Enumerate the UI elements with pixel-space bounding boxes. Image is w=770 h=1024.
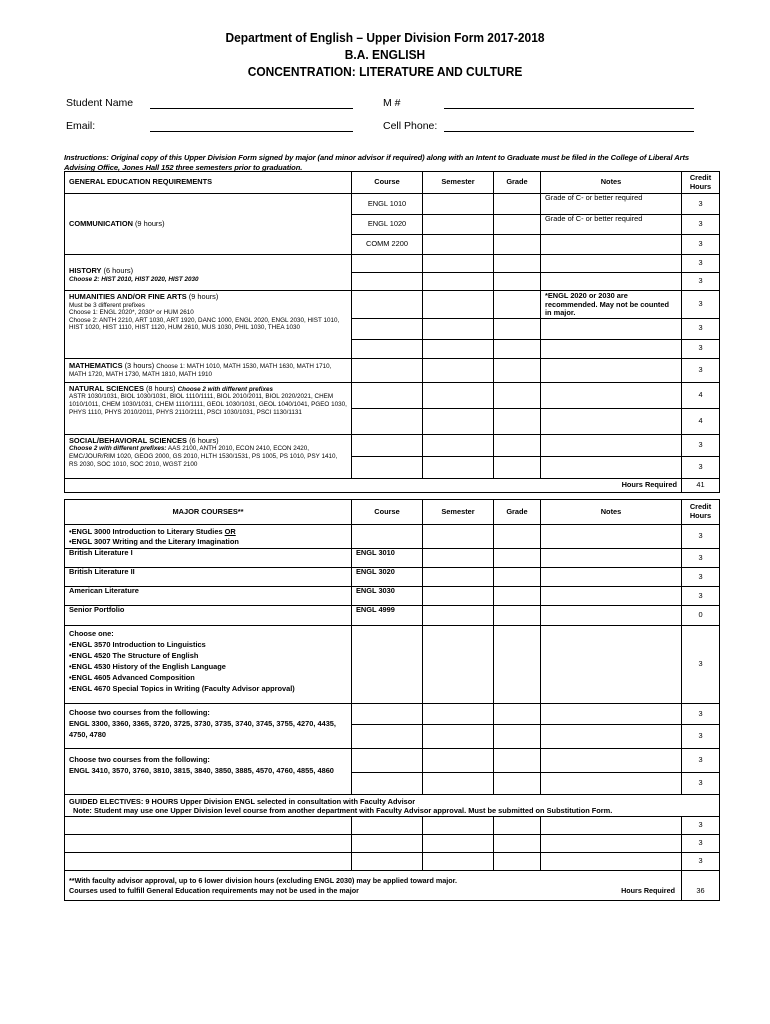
- intro-line2: •ENGL 3007 Writing and the Literary Imagination: [69, 536, 239, 546]
- grade-input[interactable]: [494, 408, 541, 434]
- notes-cell: [541, 456, 682, 478]
- notes-cell: [541, 704, 682, 725]
- credit-cell: 3: [682, 725, 720, 749]
- history-cell: [65, 255, 352, 291]
- course-cell: ENGL 1010: [352, 194, 423, 215]
- semester-input[interactable]: [423, 434, 494, 456]
- natural-sciences-label: NATURAL SCIENCES: [69, 383, 144, 393]
- natural-sciences-hours: (8 hours): [145, 383, 176, 393]
- course-input[interactable]: [352, 255, 423, 273]
- course-input[interactable]: [352, 773, 423, 795]
- grade-input[interactable]: [494, 817, 541, 835]
- course-input[interactable]: [352, 358, 423, 382]
- credit-cell: 3: [682, 235, 720, 255]
- grade-input[interactable]: [494, 235, 541, 255]
- gen-ed-header-grade: Grade: [494, 172, 541, 194]
- choose-two-a-title: Choose two courses from the following:: [69, 708, 210, 717]
- credit-cell: 3: [682, 568, 720, 587]
- semester-input[interactable]: [423, 606, 494, 626]
- course-input[interactable]: [352, 382, 423, 408]
- grade-input[interactable]: [494, 704, 541, 725]
- table-row: [65, 194, 720, 215]
- grade-input[interactable]: [494, 273, 541, 291]
- grade-input[interactable]: [494, 587, 541, 606]
- semester-input[interactable]: [423, 568, 494, 587]
- gen-ed-total-row: [65, 478, 720, 492]
- credit-cell: 3: [682, 835, 720, 853]
- notes-cell: [541, 434, 682, 456]
- credit-cell: 3: [682, 194, 720, 215]
- social-sciences-cell: [65, 434, 352, 478]
- natural-sciences-cell: [65, 382, 352, 434]
- course-cell: COMM 2200: [352, 235, 423, 255]
- choose-two-a-detail: ENGL 3300, 3360, 3365, 3720, 3725, 3730, 3735, 3740, 3745, 3755, 4270, 4435, 4750, 4780: [69, 719, 336, 739]
- table-row: [65, 626, 720, 704]
- choose-one-item: •ENGL 4520 The Structure of English: [69, 651, 199, 660]
- grade-input[interactable]: [494, 194, 541, 215]
- communication-hours: (9 hours): [134, 218, 165, 228]
- semester-input[interactable]: [423, 318, 494, 339]
- major-header-notes: Notes: [541, 500, 682, 525]
- semester-input[interactable]: [423, 358, 494, 382]
- notes-cell: [541, 358, 682, 382]
- credit-cell: 3: [682, 549, 720, 568]
- notes-cell: [541, 568, 682, 587]
- semester-input[interactable]: [423, 549, 494, 568]
- course-input[interactable]: [352, 291, 423, 319]
- social-sciences-detail: AAS 2100, ANTH 2010, ECON 2410, ECON 2420, EMC/JOUR/RIM 1020, GEOG 2000, GS 2010, HLTH 1530/1531, PS 1005, PS 1010, PSY 1410, RS 2030, SOC 1010, SOC 2010, WGST 2100: [69, 445, 338, 468]
- semester-input[interactable]: [423, 835, 494, 853]
- major-footer-cell: [65, 871, 682, 901]
- elective-name-input[interactable]: [65, 853, 352, 871]
- table-row: [65, 606, 720, 626]
- notes-cell: [541, 273, 682, 291]
- grade-input[interactable]: [494, 525, 541, 549]
- course-input[interactable]: [352, 408, 423, 434]
- m-number-field[interactable]: [444, 108, 694, 109]
- credit-cell: 3: [682, 853, 720, 871]
- gen-ed-table: [64, 171, 720, 493]
- intro-or: OR: [224, 526, 236, 536]
- elective-name-input[interactable]: [65, 835, 352, 853]
- humanities-label: HUMANITIES AND/OR FINE ARTS: [69, 292, 187, 301]
- credit-cell: 3: [682, 273, 720, 291]
- major-footer-line1: **With faculty advisor approval, up to 6 lower division hours (excluding ENGL 2030) may be applied toward major.: [69, 875, 458, 885]
- semester-input[interactable]: [423, 817, 494, 835]
- major-course-name: British Literature I: [65, 549, 352, 568]
- table-row: [65, 853, 720, 871]
- semester-input[interactable]: [423, 215, 494, 235]
- credit-cell: 3: [682, 773, 720, 795]
- humanities-line2: Choose 1: ENGL 2020*, 2030* or HUM 2610: [69, 309, 194, 317]
- course-cell: ENGL 3020: [352, 568, 423, 587]
- course-input[interactable]: [352, 273, 423, 291]
- major-header-semester: Semester: [423, 500, 494, 525]
- credit-cell: 4: [682, 408, 720, 434]
- notes-cell: [541, 382, 682, 408]
- notes-cell: [541, 587, 682, 606]
- course-input[interactable]: [352, 835, 423, 853]
- credit-cell: 3: [682, 434, 720, 456]
- course-cell: ENGL 3030: [352, 587, 423, 606]
- credit-cell: 3: [682, 358, 720, 382]
- major-header-course: Course: [352, 500, 423, 525]
- credit-cell: 3: [682, 456, 720, 478]
- humanities-cell: [65, 291, 352, 359]
- table-row: [65, 525, 720, 549]
- notes-cell: [541, 339, 682, 358]
- student-name-label: Student Name: [66, 97, 134, 109]
- major-header-grade: Grade: [494, 500, 541, 525]
- guided-electives-cell: [65, 795, 720, 817]
- math-detail: Choose 1: MATH 1010, MATH 1530, MATH 1630, MATH 1710, MATH 1720, MATH 1730, MATH 1810, MATH 1910: [69, 362, 332, 379]
- choose-one-item: •ENGL 4605 Advanced Composition: [69, 673, 195, 682]
- guided-electives-row: [65, 795, 720, 817]
- email-field[interactable]: [150, 131, 353, 132]
- credit-cell: 3: [682, 525, 720, 549]
- gen-ed-header-requirement: GENERAL EDUCATION REQUIREMENTS: [65, 172, 352, 194]
- gen-ed-header-course: Course: [352, 172, 423, 194]
- notes-cell: [541, 835, 682, 853]
- gen-ed-header-row: [65, 172, 720, 194]
- course-input[interactable]: [352, 853, 423, 871]
- grade-input[interactable]: [494, 853, 541, 871]
- semester-input[interactable]: [423, 525, 494, 549]
- course-input[interactable]: [352, 704, 423, 725]
- gen-ed-hours-required-label: Hours Required: [65, 478, 682, 492]
- course-input[interactable]: [352, 434, 423, 456]
- credit-cell: 3: [682, 817, 720, 835]
- table-row: [65, 255, 720, 273]
- choose-one-item: •ENGL 4670 Special Topics in Writing (Faculty Advisor approval): [69, 684, 295, 693]
- grade-input[interactable]: [494, 434, 541, 456]
- notes-cell: Grade of C- or better required: [541, 194, 682, 215]
- notes-cell: [541, 606, 682, 626]
- credit-cell: 3: [682, 318, 720, 339]
- major-header-credit: Credit Hours: [682, 500, 720, 525]
- form-title: Department of English – Upper Division Form 2017-2018: [225, 30, 545, 45]
- semester-input[interactable]: [423, 725, 494, 749]
- table-row: [65, 568, 720, 587]
- math-hours: (3 hours): [124, 360, 155, 370]
- semester-input[interactable]: [423, 273, 494, 291]
- humanities-line1: Must be 3 different prefixes: [69, 301, 145, 309]
- major-footer-line2: Courses used to fulfill General Education requirements may not be used in the major: [69, 885, 359, 895]
- math-cell: [65, 358, 352, 382]
- course-input[interactable]: [352, 817, 423, 835]
- elective-name-input[interactable]: [65, 817, 352, 835]
- notes-cell: [541, 549, 682, 568]
- semester-input[interactable]: [423, 235, 494, 255]
- gen-ed-header-notes: Notes: [541, 172, 682, 194]
- table-row: [65, 382, 720, 408]
- grade-input[interactable]: [494, 339, 541, 358]
- semester-input[interactable]: [423, 587, 494, 606]
- social-sciences-label: SOCIAL/BEHAVIORAL SCIENCES: [69, 435, 187, 445]
- cell-phone-label: Cell Phone:: [383, 120, 438, 132]
- semester-input[interactable]: [423, 255, 494, 273]
- guided-electives-line1: GUIDED ELECTIVES: 9 HOURS Upper Division ENGL selected in consultation with Faculty Advisor: [69, 796, 416, 806]
- semester-input[interactable]: [423, 339, 494, 358]
- choose-two-b-cell: [65, 749, 352, 795]
- grade-input[interactable]: [494, 358, 541, 382]
- grade-input[interactable]: [494, 568, 541, 587]
- grade-input[interactable]: [494, 606, 541, 626]
- credit-cell: 0: [682, 606, 720, 626]
- guided-electives-line2: Note: Student may use one Upper Division level course from another department with Faculty Advisor approval. Must be submitted on Substitution Form.: [73, 805, 613, 815]
- course-input[interactable]: [352, 525, 423, 549]
- credit-cell: 4: [682, 382, 720, 408]
- credit-cell: 3: [682, 255, 720, 273]
- credit-cell: 3: [682, 339, 720, 358]
- semester-input[interactable]: [423, 291, 494, 319]
- major-course-name: Senior Portfolio: [65, 606, 352, 626]
- table-row: [65, 358, 720, 382]
- course-cell: ENGL 3010: [352, 549, 423, 568]
- notes-cell: [541, 626, 682, 704]
- grade-input[interactable]: [494, 255, 541, 273]
- notes-cell: [541, 525, 682, 549]
- major-table: [64, 499, 720, 901]
- humanities-line3: Choose 2: ANTH 2210, ART 1030, ART 1920, DANC 1000, ENGL 2020, ENGL 2030, HIST 1010, HIST 1020, HIST 1110, HIST 1120, HUM 2610, MUS 1030, PHIL 1030, THEA 1030: [69, 316, 340, 332]
- semester-input[interactable]: [423, 194, 494, 215]
- notes-cell: [541, 817, 682, 835]
- grade-input[interactable]: [494, 749, 541, 773]
- credit-cell: 3: [682, 587, 720, 606]
- semester-input[interactable]: [423, 626, 494, 704]
- natural-sciences-detail: ASTR 1030/1031, BIOL 1030/1031, BIOL 1110/1111, BIOL 2010/2011, BIOL 2020/2021, CHEM 1010/1011, CHEM 1030/1031, CHEM 1110/1111, GEOL 1030/1031, GEOL 1040/1041, PGEO 1030, PHYS 1110, PHYS 2010/2011, PHYS 2110/2111, PSCI 1030/1031, PSCI 1130/1131: [69, 393, 347, 416]
- major-hours-required-value: 36: [682, 871, 720, 901]
- history-hours: (6 hours): [103, 266, 134, 276]
- semester-input[interactable]: [423, 704, 494, 725]
- intro-line1: •ENGL 3000 Introduction to Literary Studies: [69, 526, 225, 536]
- notes-cell: [541, 235, 682, 255]
- choose-one-item: •ENGL 3570 Introduction to Linguistics: [69, 640, 206, 649]
- grade-input[interactable]: [494, 626, 541, 704]
- email-label: Email:: [66, 120, 96, 132]
- major-hours-required-label: Hours Required: [621, 886, 675, 895]
- table-row: [65, 291, 720, 319]
- grade-input[interactable]: [494, 549, 541, 568]
- semester-input[interactable]: [423, 749, 494, 773]
- credit-cell: 3: [682, 626, 720, 704]
- major-header-row: [65, 500, 720, 525]
- table-row: [65, 549, 720, 568]
- table-row: [65, 749, 720, 773]
- concentration-title: CONCENTRATION: LITERATURE AND CULTURE: [247, 64, 523, 79]
- semester-input[interactable]: [423, 382, 494, 408]
- credit-cell: 3: [682, 215, 720, 235]
- table-row: [65, 434, 720, 456]
- m-number-label: M #: [383, 97, 401, 109]
- grade-input[interactable]: [494, 215, 541, 235]
- notes-cell: [541, 408, 682, 434]
- credit-cell: 3: [682, 291, 720, 319]
- credit-cell: 3: [682, 704, 720, 725]
- choose-two-b-title: Choose two courses from the following:: [69, 755, 210, 764]
- history-detail: Choose 2: HIST 2010, HIST 2020, HIST 2030: [69, 276, 199, 283]
- humanities-hours: (9 hours): [188, 292, 219, 301]
- communication-cell: [65, 194, 352, 255]
- semester-input[interactable]: [423, 773, 494, 795]
- course-input[interactable]: [352, 318, 423, 339]
- intro-course-cell: [65, 525, 352, 549]
- major-total-row: [65, 871, 720, 901]
- table-row: [65, 704, 720, 725]
- grade-input[interactable]: [494, 773, 541, 795]
- choose-two-a-cell: [65, 704, 352, 749]
- gen-ed-header-credit: Credit Hours: [682, 172, 720, 194]
- semester-input[interactable]: [423, 853, 494, 871]
- notes-cell: [541, 749, 682, 773]
- notes-cell: [541, 853, 682, 871]
- social-sciences-choose: Choose 2 with different prefixes:: [69, 445, 167, 453]
- grade-input[interactable]: [494, 318, 541, 339]
- notes-cell: Grade of C- or better required: [541, 215, 682, 235]
- choose-one-title: Choose one:: [69, 629, 114, 638]
- choose-one-cell: [65, 626, 352, 704]
- student-name-field[interactable]: [150, 108, 353, 109]
- gen-ed-header-semester: Semester: [423, 172, 494, 194]
- course-cell: ENGL 1020: [352, 215, 423, 235]
- course-cell: ENGL 4999: [352, 606, 423, 626]
- notes-cell: [541, 725, 682, 749]
- grade-input[interactable]: [494, 725, 541, 749]
- table-row: [65, 817, 720, 835]
- grade-input[interactable]: [494, 291, 541, 319]
- choose-one-item: •ENGL 4530 History of the English Language: [69, 662, 226, 671]
- course-input[interactable]: [352, 626, 423, 704]
- natural-sciences-choose: Choose 2 with different prefixes: [177, 385, 273, 393]
- major-course-name: British Literature II: [65, 568, 352, 587]
- history-label: HISTORY: [69, 266, 102, 276]
- instructions: Instructions: Original copy of this Upper Division Form signed by major (and minor advisor if required) along with an Intent to Graduate must be filed in the College of Liberal Arts Advising Office, Jones Hall 152 three semesters prior to graduation.: [64, 153, 690, 172]
- degree-title: B.A. ENGLISH: [344, 47, 426, 62]
- choose-two-b-detail: ENGL 3410, 3570, 3760, 3810, 3815, 3840, 3850, 3885, 4570, 4760, 4855, 4860: [69, 766, 334, 775]
- grade-input[interactable]: [494, 382, 541, 408]
- social-sciences-hours: (6 hours): [189, 435, 219, 445]
- semester-input[interactable]: [423, 456, 494, 478]
- cell-phone-field[interactable]: [444, 131, 694, 132]
- grade-input[interactable]: [494, 456, 541, 478]
- communication-label: COMMUNICATION: [69, 218, 133, 228]
- gen-ed-hours-required-value: 41: [682, 478, 720, 492]
- table-row: [65, 587, 720, 606]
- course-input[interactable]: [352, 339, 423, 358]
- course-input[interactable]: [352, 749, 423, 773]
- grade-input[interactable]: [494, 835, 541, 853]
- semester-input[interactable]: [423, 408, 494, 434]
- course-input[interactable]: [352, 456, 423, 478]
- notes-cell: [541, 318, 682, 339]
- notes-cell: [541, 255, 682, 273]
- major-course-name: American Literature: [65, 587, 352, 606]
- course-input[interactable]: [352, 725, 423, 749]
- math-label: MATHEMATICS: [69, 360, 123, 370]
- major-header-requirement: MAJOR COURSES**: [65, 500, 352, 525]
- notes-cell: [541, 773, 682, 795]
- table-row: [65, 835, 720, 853]
- humanities-note: *ENGL 2020 or 2030 are recommended. May not be counted in major.: [541, 291, 682, 319]
- credit-cell: 3: [682, 749, 720, 773]
